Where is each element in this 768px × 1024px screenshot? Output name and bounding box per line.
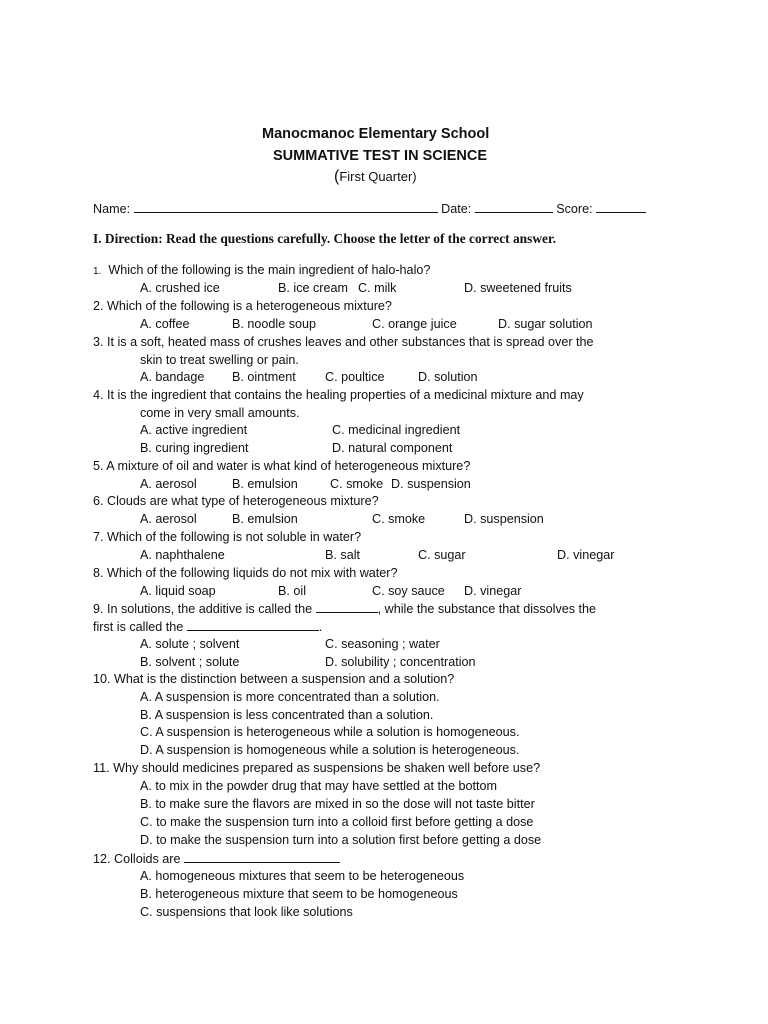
q5-choice-d[interactable]: D. suspension bbox=[391, 477, 471, 491]
q8-choice-c[interactable]: C. soy sauce bbox=[372, 584, 445, 598]
q10-choice-b[interactable]: B. A suspension is less concentrated than a solution. bbox=[140, 708, 434, 722]
q7-choice-d[interactable]: D. vinegar bbox=[557, 548, 615, 562]
question-3: 3. It is a soft, heated mass of crushes leaves and other substances that is spread over the bbox=[93, 335, 594, 349]
q2-choice-c[interactable]: C. orange juice bbox=[372, 317, 457, 331]
question-9-cont: first is called the . bbox=[93, 620, 323, 634]
q5-choice-c[interactable]: C. smoke bbox=[330, 477, 384, 491]
question-5: 5. A mixture of oil and water is what kind of heterogeneous mixture? bbox=[93, 459, 471, 473]
question-6: 6. Clouds are what type of heterogeneous mixture? bbox=[93, 494, 379, 508]
q3-choice-d[interactable]: D. solution bbox=[418, 370, 478, 384]
q12-choice-a[interactable]: A. homogeneous mixtures that seem to be heterogeneous bbox=[140, 869, 465, 883]
q4-choice-c[interactable]: C. medicinal ingredient bbox=[332, 423, 461, 437]
q11-choice-b[interactable]: B. to make sure the flavors are mixed in so the dose will not taste bitter bbox=[140, 797, 535, 811]
q3-choice-a[interactable]: A. bandage bbox=[140, 370, 205, 384]
q7-choice-c[interactable]: C. sugar bbox=[418, 548, 466, 562]
q8-choice-a[interactable]: A. liquid soap bbox=[140, 584, 216, 598]
question-4-cont: come in very small amounts. bbox=[140, 406, 300, 420]
q9-blank-1[interactable] bbox=[316, 600, 378, 613]
q9-blank-2[interactable] bbox=[187, 618, 319, 631]
q2-choice-a[interactable]: A. coffee bbox=[140, 317, 190, 331]
q3-choice-b[interactable]: B. ointment bbox=[232, 370, 296, 384]
q5-choice-b[interactable]: B. emulsion bbox=[232, 477, 298, 491]
q9-choice-b[interactable]: B. solvent ; solute bbox=[140, 655, 240, 669]
q2-choice-d[interactable]: D. sugar solution bbox=[498, 317, 593, 331]
q7-choice-a[interactable]: A. naphthalene bbox=[140, 548, 225, 562]
question-7: 7. Which of the following is not soluble in water? bbox=[93, 530, 362, 544]
q11-choice-c[interactable]: C. to make the suspension turn into a colloid first before getting a dose bbox=[140, 815, 534, 829]
school-name: Manocmanoc Elementary School bbox=[262, 126, 490, 142]
q1-choice-a[interactable]: A. crushed ice bbox=[140, 281, 220, 295]
question-2: 2. Which of the following is a heterogeneous mixture? bbox=[93, 299, 392, 313]
q11-choice-d[interactable]: D. to make the suspension turn into a solution first before getting a dose bbox=[140, 833, 542, 847]
q10-choice-d[interactable]: D. A suspension is homogeneous while a solution is heterogeneous. bbox=[140, 743, 520, 757]
score-label: Score: bbox=[556, 202, 593, 216]
question-4: 4. It is the ingredient that contains the healing properties of a medicinal mixture and may bbox=[93, 388, 584, 402]
score-blank[interactable] bbox=[596, 200, 646, 213]
question-8: 8. Which of the following liquids do not mix with water? bbox=[93, 566, 398, 580]
q4-choice-b[interactable]: B. curing ingredient bbox=[140, 441, 249, 455]
q11-choice-a[interactable]: A. to mix in the powder drug that may have settled at the bottom bbox=[140, 779, 498, 793]
q1-choice-d[interactable]: D. sweetened fruits bbox=[464, 281, 572, 295]
q10-choice-a[interactable]: A. A suspension is more concentrated than a solution. bbox=[140, 690, 440, 704]
test-title: SUMMATIVE TEST IN SCIENCE bbox=[273, 148, 488, 164]
question-12: 12. Colloids are bbox=[93, 850, 340, 867]
q4-choice-a[interactable]: A. active ingredient bbox=[140, 423, 248, 437]
q10-choice-c[interactable]: C. A suspension is heterogeneous while a solution is homogeneous. bbox=[140, 725, 520, 739]
quarter-label: (First Quarter) bbox=[334, 168, 417, 185]
q6-choice-b[interactable]: B. emulsion bbox=[232, 512, 298, 526]
q3-choice-c[interactable]: C. poultice bbox=[325, 370, 385, 384]
direction-text: I. Direction: Read the questions carefully. Choose the letter of the correct answer. bbox=[93, 231, 557, 246]
question-3-cont: skin to treat swelling or pain. bbox=[140, 353, 299, 367]
question-9: 9. In solutions, the additive is called the , while the substance that dissolves the bbox=[93, 602, 597, 616]
date-label: Date: bbox=[441, 202, 472, 216]
question-10: 10. What is the distinction between a suspension and a solution? bbox=[93, 672, 455, 686]
q9-choice-c[interactable]: C. seasoning ; water bbox=[325, 637, 440, 651]
name-field-row bbox=[93, 200, 646, 217]
q6-choice-c[interactable]: C. smoke bbox=[372, 512, 426, 526]
q8-choice-d[interactable]: D. vinegar bbox=[464, 584, 522, 598]
q1-choice-c[interactable]: C. milk bbox=[358, 281, 397, 295]
question-11: 11. Why should medicines prepared as suspensions be shaken well before use? bbox=[93, 761, 541, 775]
name-label: Name: bbox=[93, 202, 131, 216]
q2-choice-b[interactable]: B. noodle soup bbox=[232, 317, 317, 331]
question-1: 1. Which of the following is the main ingredient of halo-halo? bbox=[93, 263, 431, 277]
q6-choice-d[interactable]: D. suspension bbox=[464, 512, 544, 526]
q6-choice-a[interactable]: A. aerosol bbox=[140, 512, 197, 526]
q12-blank[interactable] bbox=[184, 850, 340, 863]
q7-choice-b[interactable]: B. salt bbox=[325, 548, 360, 562]
q1-choice-b[interactable]: B. ice cream bbox=[278, 281, 348, 295]
date-blank[interactable] bbox=[475, 200, 553, 213]
q8-choice-b[interactable]: B. oil bbox=[278, 584, 306, 598]
name-blank[interactable] bbox=[134, 200, 438, 213]
q9-choice-a[interactable]: A. solute ; solvent bbox=[140, 637, 240, 651]
q12-choice-b[interactable]: B. heterogeneous mixture that seem to be homogeneous bbox=[140, 887, 458, 901]
q12-choice-c[interactable]: C. suspensions that look like solutions bbox=[140, 905, 353, 919]
q4-choice-d[interactable]: D. natural component bbox=[332, 441, 453, 455]
q9-choice-d[interactable]: D. solubility ; concentration bbox=[325, 655, 476, 669]
q5-choice-a[interactable]: A. aerosol bbox=[140, 477, 197, 491]
